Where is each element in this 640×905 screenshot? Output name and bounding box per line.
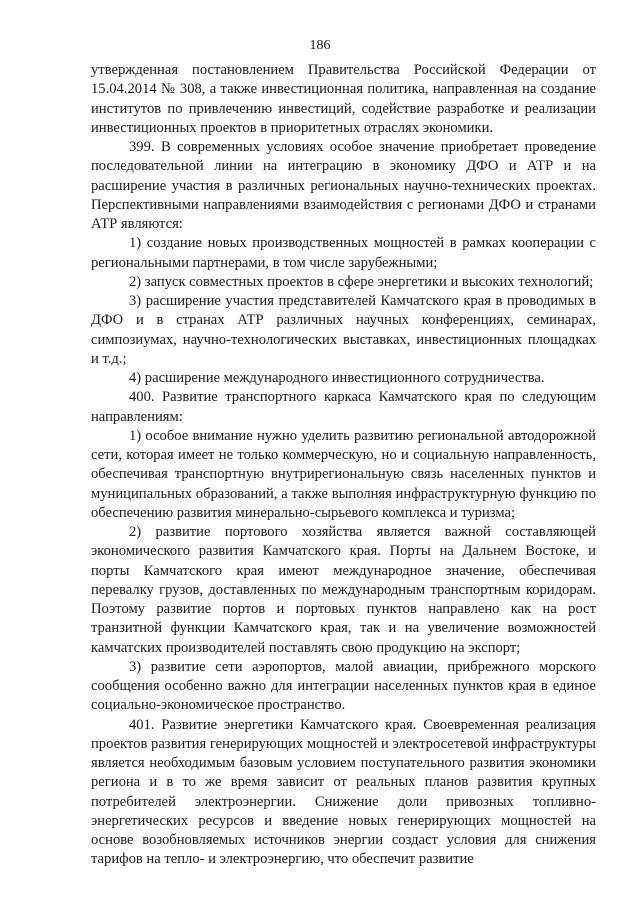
document-body (91, 61, 596, 870)
list-item-400-1: 1) особое внимание нужно уделить развитию региональной автодорожной сети, которая имеет не только коммерческую, но и социальную направленность, обеспечивая транспортную внутрирегиональную связь населенных пунктов и муниципальных образований, а также выполняя инфраструктурную функцию по обеспечению развития минерально-сырьевого комплекса и туризма; (91, 427, 596, 521)
list-item-399-3: 3) расширение участия представителей Камчатского края в проводимых в ДФО и в странах АТР различных научных конференциях, семинарах, симпозиумах, научно-технологических выставках, инвестиционных площадках и т.д.; (91, 293, 596, 367)
paragraph-399: 399. В современных условиях особое значение приобретает проведение последовательной линии на интеграцию в экономику ДФО и АТР и на расширение участия в различных региональных научно-технических проектах. Перспективными направлениями взаимодействия с регионами ДФО и странами АТР являются: (91, 139, 596, 232)
paragraph-400: 400. Развитие транспортного каркаса Камчатского края по следующим направлениям: (91, 389, 596, 425)
paragraph-intro-continuation: утвержденная постановлением Правительства Российской Федерации от 15.04.2014 № 308, а также инвестиционная политика, направленная на создание институтов по привлечению инвестиций, содействие разработке и реализации инвестиционных проектов в приоритетных отраслях экономики. (91, 62, 596, 136)
list-item-399-4: 4) расширение международного инвестиционного сотрудничества. (129, 370, 545, 386)
list-item-399-2: 2) запуск совместных проектов в сфере энергетики и высоких технологий; (129, 273, 594, 290)
list-item-399-1: 1) создание новых производственных мощностей в рамках кооперации с региональными партнерами, в том числе зарубежными; (91, 235, 596, 271)
paragraph-401: 401. Развитие энергетики Камчатского края. Своевременная реализация проектов развития генерирующих мощностей и электросетевой инфраструктуры является необходимым базовым условием поступательного развития экономики региона и в то же время зависит от реальных планов развития крупных потребителей электроэнергии. Снижение доли привозных топливно-энергетических ресурсов и введение новых генерирующих мощностей на основе возобновляемых источников энергии создаст условия для снижения тарифов на тепло- и электроэнергию, что обеспечит развитие (91, 716, 596, 868)
list-item-400-3: 3) развитие сети аэропортов, малой авиации, прибрежного морского сообщения особенно важно для интеграции населенных пунктов края в единое социально-экономическое пространство. (91, 658, 596, 714)
page-number: 186 (309, 38, 331, 53)
list-item-400-2: 2) развитие портового хозяйства является важной составляющей экономического развития Камчатского края. Порты на Дальнем Востоке, и порты Камчатского края имеют международное значение, обеспечивая перевалку грузов, доставленных по международным транспортным коридорам. Поэтому развитие портов и портовых пунктов направлено как на рост транзитной функции Камчатского края, так и на увеличение возможностей камчатских производителей поставлять свою продукцию на экспорт; (91, 524, 596, 656)
